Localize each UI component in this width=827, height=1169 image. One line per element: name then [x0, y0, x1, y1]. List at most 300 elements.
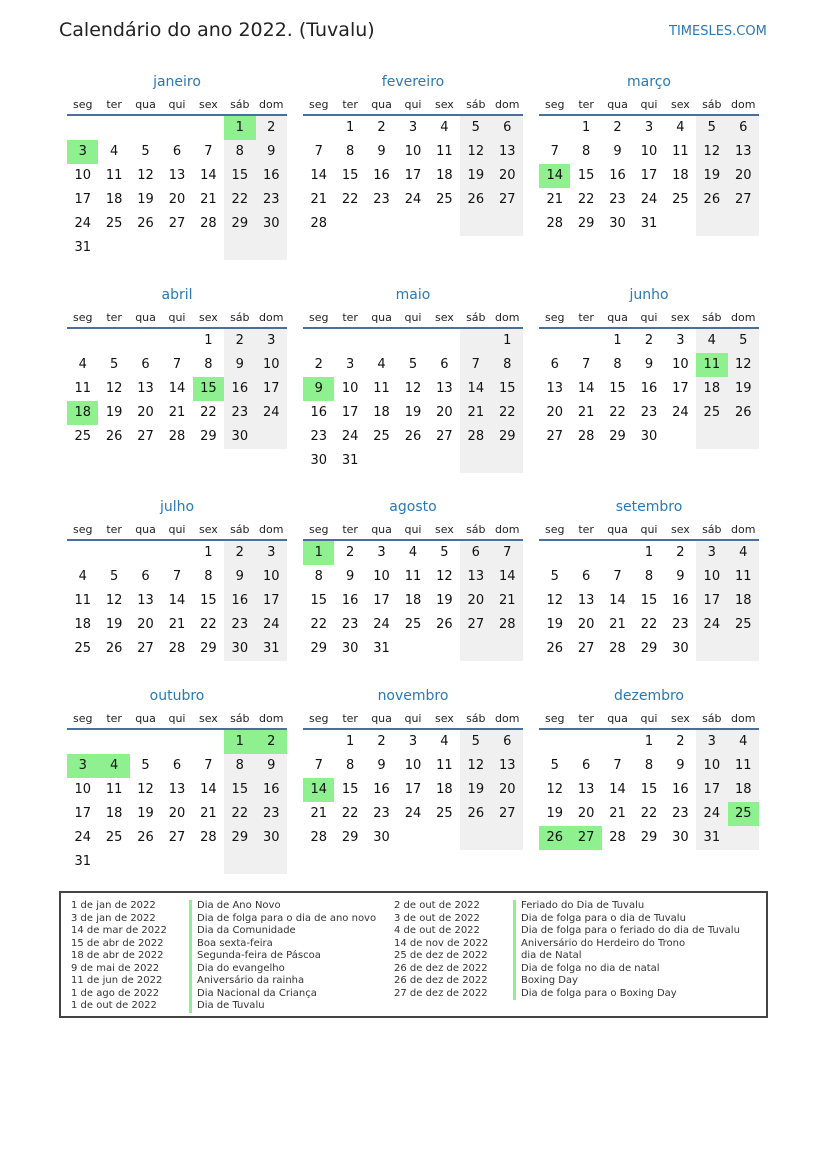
day-cell: 25 — [74, 429, 91, 444]
month-11 — [539, 685, 759, 850]
empty-cell — [492, 826, 523, 850]
day-cell: 18 — [105, 806, 123, 821]
day-cell: 10 — [696, 754, 727, 778]
day-cell: 22 — [577, 192, 595, 207]
day-cell: 19 — [546, 806, 563, 821]
weekday-label: qui — [168, 98, 186, 111]
weekday-header — [67, 306, 287, 329]
day-cell: 10 — [373, 569, 390, 584]
day-cell: 26 — [137, 830, 154, 845]
day-cell: 10 — [640, 144, 658, 159]
empty-cell — [397, 329, 428, 353]
day-cell: 23 — [373, 192, 390, 207]
weekday-label: sáb — [230, 98, 250, 111]
day-cell: 4 — [78, 357, 87, 372]
day-cell: 22 — [640, 617, 658, 632]
weekday-label: qui — [168, 311, 186, 324]
holiday-name: Feriado do Dia de Tuvalu — [513, 900, 740, 913]
empty-cell — [303, 116, 334, 140]
day-cell: 31 — [256, 637, 287, 661]
holiday-names-right — [513, 900, 740, 1000]
day-cell: 17 — [672, 381, 689, 396]
holiday-date: 18 de abr de 2022 — [71, 950, 164, 961]
day-cell: 24 — [696, 613, 727, 637]
weekday-label: sáb — [230, 523, 250, 536]
holiday-name: Segunda-feira de Páscoa — [189, 950, 376, 963]
empty-cell — [728, 637, 759, 661]
day-cell: 13 — [168, 168, 186, 183]
weekday-label: seg — [72, 98, 93, 111]
day-cell: 1 — [224, 730, 255, 754]
empty-cell — [602, 541, 633, 565]
day-cell: 1 — [644, 545, 654, 560]
day-cell: 15 — [310, 593, 327, 608]
day-cell: 20 — [577, 617, 595, 632]
weekday-label: ter — [106, 311, 122, 324]
day-cell: 6 — [581, 569, 591, 584]
day-cell: 26 — [105, 641, 123, 656]
empty-cell — [539, 329, 570, 353]
day-cell: 3 — [256, 329, 287, 353]
day-cell: 13 — [436, 381, 453, 396]
month-6 — [67, 496, 287, 661]
day-cell: 19 — [696, 164, 727, 188]
day-cell: 14 — [310, 168, 327, 183]
day-cell: 31 — [640, 216, 658, 231]
day-cell: 11 — [404, 569, 422, 584]
empty-cell — [193, 850, 224, 874]
day-cell: 20 — [546, 405, 563, 420]
day-cell: 6 — [141, 357, 150, 372]
day-cell: 7 — [204, 144, 213, 159]
day-cell: 21 — [546, 192, 563, 207]
day-cell: 6 — [492, 730, 523, 754]
day-cell: 17 — [404, 168, 422, 183]
day-cell: 11 — [696, 353, 727, 377]
day-cell: 17 — [640, 168, 658, 183]
day-cell: 29 — [200, 641, 217, 656]
day-cell: 23 — [672, 806, 689, 821]
weekday-label: sáb — [702, 712, 722, 725]
day-cell: 30 — [341, 641, 359, 656]
weekday-label: sáb — [702, 523, 722, 536]
day-cell: 26 — [696, 188, 727, 212]
empty-cell — [98, 730, 129, 754]
empty-cell — [130, 236, 161, 260]
day-cell: 30 — [256, 826, 287, 850]
day-cell: 18 — [67, 401, 98, 425]
day-cell: 21 — [492, 589, 523, 613]
day-cell: 25 — [74, 641, 91, 656]
day-cell: 29 — [609, 429, 626, 444]
day-cell: 19 — [105, 617, 123, 632]
day-cell: 18 — [728, 778, 759, 802]
day-cell: 11 — [728, 754, 759, 778]
day-cell: 22 — [310, 617, 327, 632]
empty-cell — [303, 329, 334, 353]
weekday-label: sex — [198, 712, 218, 725]
day-cell: 8 — [581, 144, 591, 159]
day-cell: 20 — [168, 192, 186, 207]
day-cell: 15 — [577, 168, 595, 183]
empty-cell — [161, 541, 192, 565]
day-cell: 11 — [436, 758, 453, 773]
weekday-label: ter — [578, 98, 594, 111]
empty-cell — [67, 329, 98, 353]
weekday-label: qua — [135, 311, 156, 324]
day-cell: 19 — [546, 617, 563, 632]
holiday-date: 1 de ago de 2022 — [71, 987, 160, 999]
day-cell: 22 — [609, 405, 626, 420]
weekday-label: sex — [434, 98, 454, 111]
empty-cell — [366, 212, 397, 236]
day-cell: 13 — [492, 140, 523, 164]
day-cell: 8 — [224, 754, 255, 778]
day-cell: 22 — [492, 401, 523, 425]
day-cell: 11 — [74, 381, 91, 396]
weekday-label: qua — [607, 311, 628, 324]
empty-cell — [460, 212, 491, 236]
weekday-label: qua — [135, 523, 156, 536]
day-cell: 22 — [224, 188, 255, 212]
day-cell: 24 — [373, 617, 390, 632]
holiday-name: Aniversário do Herdeiro do Trono — [513, 938, 740, 951]
day-cell: 30 — [373, 830, 390, 845]
weekday-header — [539, 707, 759, 730]
day-cell: 5 — [408, 357, 418, 372]
weekday-label: qui — [168, 523, 186, 536]
weekday-label: seg — [72, 523, 93, 536]
day-cell: 27 — [168, 830, 186, 845]
day-cell: 7 — [613, 758, 622, 773]
empty-cell — [303, 730, 334, 754]
day-cell: 28 — [168, 641, 186, 656]
day-cell: 27 — [546, 429, 563, 444]
day-cell: 5 — [550, 758, 559, 773]
empty-cell — [161, 329, 192, 353]
day-cell: 25 — [105, 830, 123, 845]
day-cell: 12 — [460, 754, 491, 778]
month-name: janeiro — [153, 74, 201, 90]
weekday-header — [67, 707, 287, 730]
day-cell: 29 — [492, 425, 523, 449]
weekday-label: qui — [640, 523, 658, 536]
weekday-label: seg — [544, 98, 565, 111]
day-cell: 25 — [436, 806, 453, 821]
month-7 — [303, 496, 523, 661]
holiday-date: 4 de out de 2022 — [394, 925, 480, 936]
day-cell: 7 — [204, 758, 213, 773]
holiday-name: Boxing Day — [513, 975, 740, 988]
holiday-name: Dia de Ano Novo — [189, 900, 376, 913]
day-cell: 17 — [74, 192, 91, 207]
holiday-date: 14 de mar de 2022 — [71, 925, 167, 936]
day-cell: 11 — [672, 144, 689, 159]
empty-cell — [728, 826, 759, 850]
day-cell: 8 — [204, 357, 213, 372]
day-cell: 28 — [609, 830, 626, 845]
weekday-header — [303, 93, 523, 116]
day-cell: 9 — [676, 569, 685, 584]
empty-cell — [366, 449, 397, 473]
day-cell: 4 — [676, 120, 685, 135]
weekday-label: dom — [259, 523, 284, 536]
day-cell: 3 — [67, 754, 98, 778]
empty-cell — [98, 329, 129, 353]
day-cell: 3 — [408, 120, 418, 135]
day-cell: 6 — [492, 116, 523, 140]
day-cell: 18 — [672, 168, 689, 183]
weekday-label: sáb — [230, 311, 250, 324]
day-cell: 31 — [74, 854, 91, 869]
empty-cell — [397, 212, 428, 236]
empty-cell — [570, 730, 601, 754]
day-cell: 27 — [137, 641, 154, 656]
day-cell: 10 — [341, 381, 359, 396]
day-cell: 21 — [168, 617, 186, 632]
day-cell: 21 — [609, 806, 626, 821]
day-cell: 2 — [377, 734, 386, 749]
weekday-label: qua — [371, 523, 392, 536]
holiday-date: 1 de jan de 2022 — [71, 900, 156, 911]
day-cell: 11 — [105, 782, 123, 797]
day-cell: 12 — [137, 782, 154, 797]
month-name: agosto — [389, 499, 437, 515]
day-cell: 14 — [492, 565, 523, 589]
day-cell: 22 — [640, 806, 658, 821]
holiday-date: 26 de dez de 2022 — [394, 975, 488, 986]
day-cell: 23 — [224, 613, 255, 637]
weekday-label: sex — [434, 712, 454, 725]
day-cell: 3 — [644, 120, 654, 135]
day-cell: 1 — [204, 333, 213, 348]
day-cell: 5 — [141, 758, 150, 773]
day-cell: 28 — [609, 641, 626, 656]
empty-cell — [460, 637, 491, 661]
day-cell: 18 — [436, 782, 453, 797]
weekday-label: sáb — [466, 712, 486, 725]
day-grid — [539, 116, 759, 236]
weekday-label: seg — [72, 311, 93, 324]
day-grid — [539, 329, 759, 449]
empty-cell — [696, 425, 727, 449]
empty-cell — [193, 236, 224, 260]
day-cell: 14 — [609, 593, 626, 608]
day-cell: 20 — [577, 806, 595, 821]
day-cell: 18 — [373, 405, 390, 420]
day-cell: 23 — [310, 429, 327, 444]
empty-cell — [224, 850, 255, 874]
weekday-label: ter — [106, 523, 122, 536]
day-cell: 18 — [696, 377, 727, 401]
empty-cell — [397, 637, 428, 661]
day-cell: 22 — [224, 802, 255, 826]
weekday-label: qui — [404, 98, 422, 111]
weekday-label: seg — [544, 311, 565, 324]
day-cell: 8 — [345, 144, 355, 159]
day-cell: 13 — [728, 140, 759, 164]
empty-cell — [161, 730, 192, 754]
empty-cell — [67, 541, 98, 565]
empty-cell — [539, 116, 570, 140]
day-cell: 22 — [341, 806, 359, 821]
day-cell: 17 — [341, 405, 359, 420]
day-cell: 1 — [581, 120, 591, 135]
day-cell: 30 — [672, 641, 689, 656]
brand-link[interactable]: TIMESLES.COM — [669, 24, 767, 39]
day-cell: 16 — [672, 593, 689, 608]
day-cell: 30 — [224, 637, 255, 661]
weekday-label: dom — [495, 98, 520, 111]
day-cell: 7 — [460, 353, 491, 377]
weekday-header — [67, 93, 287, 116]
day-cell: 14 — [200, 782, 217, 797]
day-cell: 7 — [492, 541, 523, 565]
day-cell: 19 — [105, 405, 123, 420]
day-cell: 15 — [492, 377, 523, 401]
day-cell: 21 — [200, 806, 217, 821]
empty-cell — [334, 329, 365, 353]
day-cell: 21 — [577, 405, 595, 420]
day-grid — [67, 541, 287, 661]
day-cell: 9 — [613, 144, 622, 159]
holiday-name: Boa sexta-feira — [189, 938, 376, 951]
empty-cell — [696, 637, 727, 661]
holiday-name: Dia Nacional da Criança — [189, 988, 376, 1001]
weekday-label: dom — [731, 311, 756, 324]
day-cell: 4 — [109, 144, 119, 159]
day-cell: 14 — [168, 593, 186, 608]
weekday-label: ter — [106, 712, 122, 725]
day-cell: 12 — [460, 140, 491, 164]
month-10 — [303, 685, 523, 850]
day-cell: 16 — [373, 168, 390, 183]
weekday-label: qua — [135, 98, 156, 111]
day-cell: 1 — [345, 734, 355, 749]
day-cell: 1 — [345, 120, 355, 135]
weekday-label: seg — [72, 712, 93, 725]
day-cell: 11 — [436, 144, 453, 159]
day-cell: 18 — [74, 617, 91, 632]
day-cell: 12 — [137, 168, 154, 183]
day-cell: 4 — [408, 545, 418, 560]
day-cell: 29 — [224, 826, 255, 850]
empty-cell — [98, 541, 129, 565]
weekday-label: seg — [308, 98, 329, 111]
day-cell: 27 — [492, 188, 523, 212]
day-cell: 13 — [168, 782, 186, 797]
month-0 — [67, 71, 287, 260]
day-cell: 23 — [341, 617, 359, 632]
day-cell: 6 — [460, 541, 491, 565]
empty-cell — [334, 212, 365, 236]
day-cell: 13 — [577, 782, 595, 797]
weekday-header — [67, 518, 287, 541]
day-cell: 7 — [172, 357, 182, 372]
day-cell: 1 — [613, 333, 622, 348]
day-cell: 30 — [256, 212, 287, 236]
empty-cell — [98, 116, 129, 140]
day-cell: 3 — [256, 541, 287, 565]
weekday-label: seg — [308, 311, 329, 324]
empty-cell — [728, 212, 759, 236]
day-grid — [303, 329, 523, 473]
month-name: setembro — [615, 499, 683, 515]
day-cell: 5 — [550, 569, 559, 584]
holiday-date: 26 de dez de 2022 — [394, 962, 488, 974]
holiday-name: Dia de Tuvalu — [189, 1000, 376, 1013]
day-cell: 28 — [200, 830, 217, 845]
weekday-label: qui — [168, 712, 186, 725]
day-cell: 28 — [310, 830, 327, 845]
month-name: novembro — [377, 688, 449, 704]
weekday-label: ter — [578, 311, 594, 324]
weekday-header — [539, 518, 759, 541]
day-cell: 26 — [460, 188, 491, 212]
weekday-label: sáb — [230, 712, 250, 725]
day-cell: 8 — [613, 357, 622, 372]
weekday-label: seg — [308, 523, 329, 536]
holiday-date: 1 de out de 2022 — [71, 1000, 157, 1011]
day-cell: 29 — [640, 830, 658, 845]
day-cell: 20 — [436, 405, 453, 420]
weekday-label: ter — [342, 98, 358, 111]
holiday-date: 25 de dez de 2022 — [394, 950, 488, 961]
day-cell: 19 — [137, 192, 154, 207]
day-cell: 19 — [460, 164, 491, 188]
day-cell: 23 — [373, 806, 390, 821]
day-cell: 28 — [492, 613, 523, 637]
day-cell: 4 — [98, 754, 129, 778]
day-cell: 11 — [74, 593, 91, 608]
empty-cell — [256, 236, 287, 260]
day-cell: 7 — [613, 569, 622, 584]
weekday-label: qui — [640, 311, 658, 324]
day-cell: 27 — [137, 429, 154, 444]
day-cell: 19 — [404, 405, 422, 420]
day-grid — [539, 541, 759, 661]
empty-cell — [570, 329, 601, 353]
day-cell: 15 — [640, 593, 658, 608]
day-cell: 25 — [696, 401, 727, 425]
day-cell: 17 — [256, 377, 287, 401]
empty-cell — [256, 425, 287, 449]
day-cell: 12 — [404, 381, 422, 396]
day-cell: 4 — [728, 541, 759, 565]
day-cell: 21 — [310, 192, 327, 207]
day-cell: 22 — [341, 192, 359, 207]
day-cell: 15 — [609, 381, 626, 396]
weekday-label: sáb — [466, 523, 486, 536]
day-cell: 22 — [200, 617, 217, 632]
day-cell: 29 — [200, 429, 217, 444]
holiday-name: Dia de folga no dia de natal — [513, 963, 740, 976]
day-cell: 4 — [728, 730, 759, 754]
weekday-label: qui — [404, 523, 422, 536]
month-name: outubro — [149, 688, 205, 704]
day-cell: 25 — [404, 617, 422, 632]
day-cell: 11 — [373, 381, 390, 396]
day-cell: 10 — [74, 168, 91, 183]
day-cell: 5 — [109, 357, 119, 372]
day-cell: 30 — [609, 216, 626, 231]
month-name: julho — [159, 499, 195, 515]
day-cell: 14 — [460, 377, 491, 401]
day-cell: 22 — [200, 405, 217, 420]
holiday-name: Dia de folga para o feriado do dia de Tuvalu — [513, 925, 740, 938]
weekday-label: ter — [342, 311, 358, 324]
day-cell: 24 — [341, 429, 359, 444]
